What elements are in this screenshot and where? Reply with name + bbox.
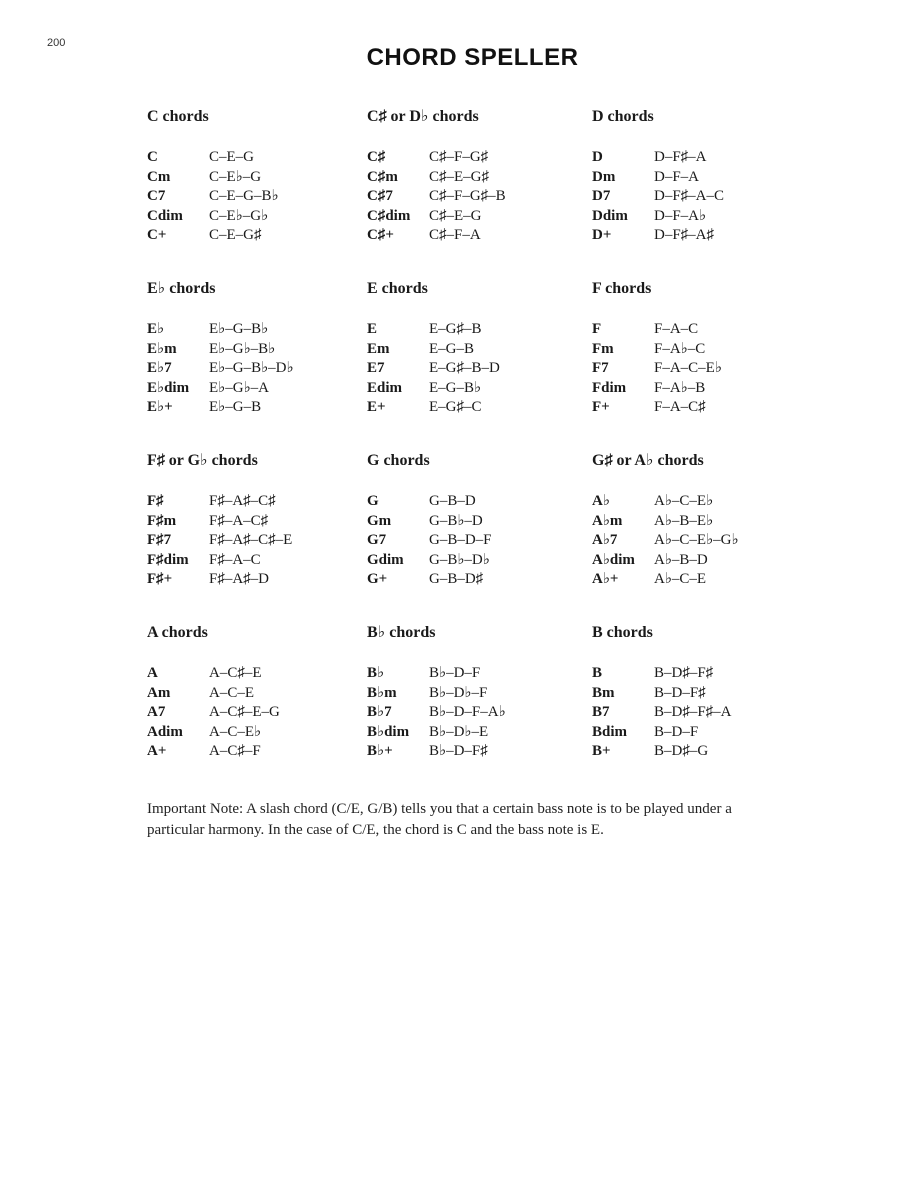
chord-entry	[147, 187, 367, 207]
chord-entry	[592, 723, 812, 743]
chord-notes: A♭–C–E	[654, 571, 707, 587]
chord-notes: E–G♯–B–D	[429, 360, 500, 376]
chord-name: F♯dim	[147, 551, 189, 568]
chord-row	[147, 452, 827, 624]
chord-entry	[147, 664, 367, 684]
chord-group	[367, 280, 592, 452]
chord-notes: E♭–G–B♭	[209, 321, 269, 337]
chord-entry	[592, 742, 812, 762]
chord-notes: E–G–B	[429, 340, 474, 357]
chord-entry	[592, 340, 812, 360]
chord-notes: D–F–A	[654, 168, 700, 185]
chord-name: E♭	[147, 321, 165, 337]
chord-name: G7	[367, 532, 387, 548]
chord-entry	[592, 531, 812, 551]
chord-name: B	[592, 665, 603, 681]
chord-entry	[592, 226, 812, 246]
chord-entry	[367, 684, 592, 704]
chord-group	[592, 280, 812, 452]
chord-name: Cm	[147, 168, 171, 185]
chord-group	[592, 624, 812, 796]
chord-entry	[147, 531, 367, 551]
chord-name: G+	[367, 571, 388, 587]
chord-entry	[592, 551, 812, 571]
chord-group	[147, 108, 367, 280]
chord-name: C♯+	[367, 227, 394, 243]
chord-name: B♭dim	[367, 723, 410, 740]
chord-name: F	[592, 321, 602, 337]
chord-notes: C♯–E–G♯	[429, 168, 489, 185]
chord-name: Fm	[592, 340, 614, 357]
chord-name: E♭7	[147, 360, 172, 376]
chord-name: C♯	[367, 149, 386, 165]
chord-entry	[367, 703, 592, 723]
chord-entry	[592, 684, 812, 704]
chord-row	[147, 280, 827, 452]
chord-name: Adim	[147, 723, 183, 740]
chord-notes: G–B♭–D♭	[429, 551, 490, 568]
chord-entry	[147, 207, 367, 227]
chord-name: F♯7	[147, 532, 172, 548]
chord-entry	[147, 684, 367, 704]
chord-name: A	[147, 665, 158, 681]
chord-notes: E♭–G–B♭–D♭	[209, 360, 294, 376]
chord-notes: A–C–E	[209, 684, 254, 701]
chord-group-title: A chords	[147, 624, 208, 641]
chord-notes: F–A–C♯	[654, 399, 706, 415]
chord-notes: B–D–F	[654, 723, 699, 740]
chord-name: A♭dim	[592, 551, 635, 568]
chord-notes: C–E–G	[209, 149, 254, 165]
chord-entry	[147, 742, 367, 762]
chord-name: A♭	[592, 493, 610, 509]
chord-notes: A♭–C–E♭	[654, 493, 714, 509]
chord-entry	[367, 226, 592, 246]
chord-group	[147, 452, 367, 624]
chord-entry	[592, 359, 812, 379]
chord-notes: F♯–A♯–C♯–E	[209, 532, 293, 548]
important-note: Important Note: A slash chord (C/E, G/B) tells you that a certain bass note is to be played under a particular harmony. In the case of C/E, the chord is C and the bass note is E.	[147, 801, 732, 838]
chord-name: A♭m	[592, 512, 623, 529]
chord-entry	[367, 492, 592, 512]
chord-entry	[147, 703, 367, 723]
chord-notes: C♯–E–G	[429, 207, 482, 224]
chord-entry	[147, 226, 367, 246]
chord-entry	[147, 340, 367, 360]
chord-name: F7	[592, 360, 609, 376]
chord-name: Dm	[592, 168, 616, 185]
chord-entry	[367, 723, 592, 743]
chord-entry	[367, 531, 592, 551]
chord-name: E	[367, 321, 378, 337]
chord-group-title: D chords	[592, 108, 654, 125]
chord-name: Fdim	[592, 379, 627, 396]
chord-group-title: E♭ chords	[147, 280, 216, 297]
chord-entry	[147, 359, 367, 379]
chord-group	[367, 624, 592, 796]
chord-group-title: G chords	[367, 452, 430, 469]
chord-notes: C–E–G♯	[209, 227, 262, 243]
chord-name: B♭7	[367, 704, 392, 720]
chord-notes: E–G♯–B	[429, 321, 482, 337]
chord-group-title: B♭ chords	[367, 624, 436, 641]
chord-name: Em	[367, 340, 390, 357]
chord-name: G	[367, 493, 379, 509]
chord-group-title: F♯ or G♭ chords	[147, 452, 258, 469]
chord-group	[592, 108, 812, 280]
chord-entry	[147, 320, 367, 340]
chord-entry	[592, 398, 812, 418]
chord-entry	[592, 492, 812, 512]
chord-notes: G–B–D–F	[429, 532, 492, 548]
chord-entry	[592, 168, 812, 188]
chord-entry	[147, 570, 367, 590]
chord-notes: E♭–G♭–B♭	[209, 340, 276, 357]
chord-name: E+	[367, 399, 386, 415]
chord-notes: A–C♯–E	[209, 665, 262, 681]
chord-notes: F♯–A–C	[209, 551, 261, 568]
chord-notes: F♯–A♯–D	[209, 571, 270, 587]
chord-group-title: E chords	[367, 280, 428, 297]
chord-notes: B–D♯–F♯–A	[654, 704, 732, 720]
chord-notes: B–D♯–F♯	[654, 665, 714, 681]
chord-name: Gdim	[367, 551, 404, 568]
chord-entry	[147, 398, 367, 418]
chord-entry	[367, 742, 592, 762]
chord-entry	[147, 551, 367, 571]
chord-notes: G–B–D♯	[429, 571, 484, 587]
chord-name: B♭+	[367, 743, 393, 759]
chord-notes: E–G–B♭	[429, 379, 482, 396]
chord-entry	[367, 359, 592, 379]
chord-name: A7	[147, 704, 166, 720]
chord-group-title: C♯ or D♭ chords	[367, 108, 479, 125]
chord-notes: E–G♯–C	[429, 399, 482, 415]
chord-name: D+	[592, 227, 612, 243]
chord-name: C+	[147, 227, 167, 243]
chord-entry	[147, 723, 367, 743]
chord-entry	[147, 148, 367, 168]
chord-entry	[367, 512, 592, 532]
chord-row	[147, 108, 827, 280]
chord-group	[367, 452, 592, 624]
chord-notes: C–E–G–B♭	[209, 188, 279, 204]
chord-entry	[367, 664, 592, 684]
chord-name: E7	[367, 360, 385, 376]
chord-entry	[592, 703, 812, 723]
chord-notes: A–C–E♭	[209, 723, 262, 740]
chord-entry	[367, 148, 592, 168]
chord-name: C♯dim	[367, 207, 411, 224]
chord-name: D	[592, 149, 603, 165]
chord-name: Bdim	[592, 723, 628, 740]
chord-notes: B♭–D♭–E	[429, 723, 489, 740]
chord-entry	[592, 379, 812, 399]
chord-entry	[592, 187, 812, 207]
chord-notes: B–D♯–G	[654, 743, 709, 759]
chord-name: A+	[147, 743, 167, 759]
chord-group-title: G♯ or A♭ chords	[592, 452, 704, 469]
chord-entry	[367, 570, 592, 590]
chord-group	[147, 280, 367, 452]
chord-entry	[147, 512, 367, 532]
chord-group-title: F chords	[592, 280, 652, 297]
chord-notes: F–A–C–E♭	[654, 360, 722, 376]
chord-notes: B–D–F♯	[654, 684, 706, 701]
chord-name: F♯+	[147, 571, 173, 587]
chord-notes: C♯–F–G♯	[429, 149, 489, 165]
chord-notes: D–F–A♭	[654, 207, 707, 224]
chord-entry	[592, 512, 812, 532]
chord-notes: B♭–D–F–A♭	[429, 704, 506, 720]
chord-entry	[592, 664, 812, 684]
chord-group	[367, 108, 592, 280]
chord-name: A♭7	[592, 532, 618, 548]
chord-name: C	[147, 149, 158, 165]
chord-name: B7	[592, 704, 610, 720]
chord-name: E♭dim	[147, 379, 190, 396]
chord-name: Bm	[592, 684, 615, 701]
chord-name: F♯m	[147, 512, 177, 529]
chord-name: Edim	[367, 379, 403, 396]
chord-notes: A♭–B–E♭	[654, 512, 714, 529]
chord-entry	[592, 148, 812, 168]
chord-entry	[367, 168, 592, 188]
chord-name: B♭	[367, 665, 385, 681]
chord-name: Am	[147, 684, 171, 701]
chord-notes: D–F♯–A♯	[654, 227, 715, 243]
chord-name: B+	[592, 743, 611, 759]
chord-notes: F–A♭–C	[654, 340, 706, 357]
chord-name: C♯m	[367, 168, 398, 185]
chord-notes: B♭–D–F	[429, 665, 481, 681]
page-number: 200	[47, 37, 66, 49]
chord-group-title: B chords	[592, 624, 653, 641]
chord-entry	[147, 379, 367, 399]
chord-notes: A♭–C–E♭–G♭	[654, 532, 739, 548]
chord-notes: A–C♯–F	[209, 743, 261, 759]
chord-notes: E♭–G♭–A	[209, 379, 269, 396]
chord-notes: C–E♭–G	[209, 168, 262, 185]
chord-entry	[592, 320, 812, 340]
chord-entry	[367, 187, 592, 207]
chord-name: D7	[592, 188, 611, 204]
chord-notes: B♭–D–F♯	[429, 743, 488, 759]
chord-entry	[592, 207, 812, 227]
chord-entry	[147, 168, 367, 188]
chord-notes: F♯–A♯–C♯	[209, 493, 276, 509]
chord-group	[147, 624, 367, 796]
chord-notes: A–C♯–E–G	[209, 704, 280, 720]
chord-name: A♭+	[592, 571, 619, 587]
chord-notes: C♯–F–A	[429, 227, 481, 243]
chord-name: C7	[147, 188, 166, 204]
chord-name: F+	[592, 399, 610, 415]
chord-notes: C♯–F–G♯–B	[429, 188, 506, 204]
chord-notes: F–A♭–B	[654, 379, 706, 396]
chord-name: Gm	[367, 512, 392, 529]
chord-notes: G–B–D	[429, 493, 476, 509]
chord-notes: B♭–D♭–F	[429, 684, 488, 701]
chord-name: Ddim	[592, 207, 628, 224]
chord-entry	[367, 340, 592, 360]
chord-notes: G–B♭–D	[429, 512, 483, 529]
chord-entry	[367, 207, 592, 227]
chord-notes: F–A–C	[654, 321, 699, 337]
chord-notes: E♭–G–B	[209, 399, 262, 415]
chord-entry	[367, 551, 592, 571]
chord-notes: A♭–B–D	[654, 551, 708, 568]
chord-notes: F♯–A–C♯	[209, 512, 269, 529]
chord-group-title: C chords	[147, 108, 209, 125]
chord-row	[147, 624, 827, 796]
chord-name: B♭m	[367, 684, 397, 701]
chord-notes: C–E♭–G♭	[209, 207, 269, 224]
chord-name: E♭m	[147, 340, 177, 357]
chord-entry	[147, 492, 367, 512]
chord-entry	[592, 570, 812, 590]
chord-name: F♯	[147, 493, 164, 509]
chord-name: Cdim	[147, 207, 183, 224]
chord-name: C♯7	[367, 188, 393, 204]
page-title: CHORD SPELLER	[366, 44, 579, 71]
chord-entry	[367, 379, 592, 399]
chord-grid	[147, 108, 827, 796]
chord-entry	[367, 320, 592, 340]
chord-name: E♭+	[147, 399, 173, 415]
chord-entry	[367, 398, 592, 418]
chord-notes: D–F♯–A	[654, 149, 707, 165]
chord-group	[592, 452, 812, 624]
chord-notes: D–F♯–A–C	[654, 188, 725, 204]
